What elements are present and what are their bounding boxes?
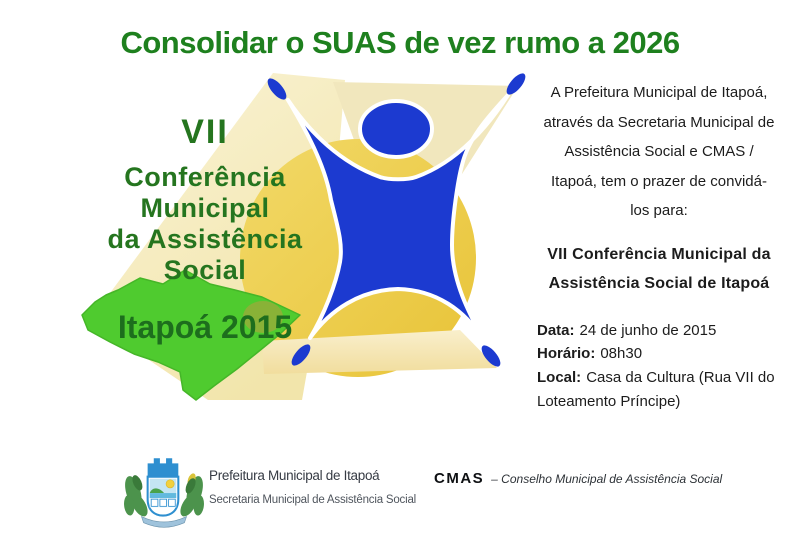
coat-banner xyxy=(142,517,187,528)
invitation-paragraph-line: Assistência Social e CMAS / xyxy=(564,143,754,160)
event-location-line-2 xyxy=(537,390,798,414)
council-abbr: CMAS xyxy=(434,470,485,487)
event-title-line: Assistência Social de Itapoá xyxy=(548,274,770,292)
coat-crown xyxy=(148,458,179,476)
invitation-paragraph-line: Itapoá, tem o prazer de convidá- xyxy=(551,172,767,190)
invitation-paragraph-line: los para: xyxy=(630,202,688,219)
conference-number: VII xyxy=(181,113,229,151)
event-title xyxy=(520,240,798,298)
conference-line: Social xyxy=(163,255,247,285)
invitation-paragraph xyxy=(520,78,798,226)
event-location-value-2: Loteamento Príncipe) xyxy=(537,392,681,410)
event-date-line xyxy=(537,319,798,343)
org-department: Secretaria Municipal de Assistência Social xyxy=(209,494,417,506)
org-name: Prefeitura Municipal de Itapoá xyxy=(209,468,380,483)
invitation-paragraph-line: A Prefeitura Municipal de Itapoá, xyxy=(550,84,768,101)
coat-left-branch xyxy=(122,474,151,519)
event-time-value: 08h30 xyxy=(600,345,643,363)
conference-line: Municipal xyxy=(140,193,270,223)
page-title: Consolidar o SUAS de vez rumo a 2026 xyxy=(120,25,680,60)
event-time-label: Horário: xyxy=(537,345,596,363)
conference-lockup xyxy=(83,114,327,344)
event-time-line xyxy=(537,342,798,366)
invitation-paragraph-line: através da Secretaria Municipal de xyxy=(543,113,775,131)
event-title-line: VII Conferência Municipal da xyxy=(547,245,771,263)
conference-line: Conferência xyxy=(124,162,286,192)
council-line xyxy=(434,470,722,488)
invitation-column xyxy=(520,78,798,414)
event-date-label: Data: xyxy=(537,321,575,339)
council-full-name: – Conselho Municipal de Assistência Social xyxy=(491,472,723,486)
conference-line: da Assistência xyxy=(107,224,303,254)
event-location-line xyxy=(537,366,798,390)
itapoa-coat-of-arms-icon xyxy=(119,451,209,531)
conference-year: Itapoá 2015 xyxy=(117,309,293,345)
coat-right-branch xyxy=(177,472,206,519)
event-location-label: Local: xyxy=(537,369,582,387)
event-location-value: Casa da Cultura (Rua VII do xyxy=(586,369,775,387)
event-date-value: 24 de junho de 2015 xyxy=(579,321,717,339)
event-details xyxy=(520,319,798,414)
